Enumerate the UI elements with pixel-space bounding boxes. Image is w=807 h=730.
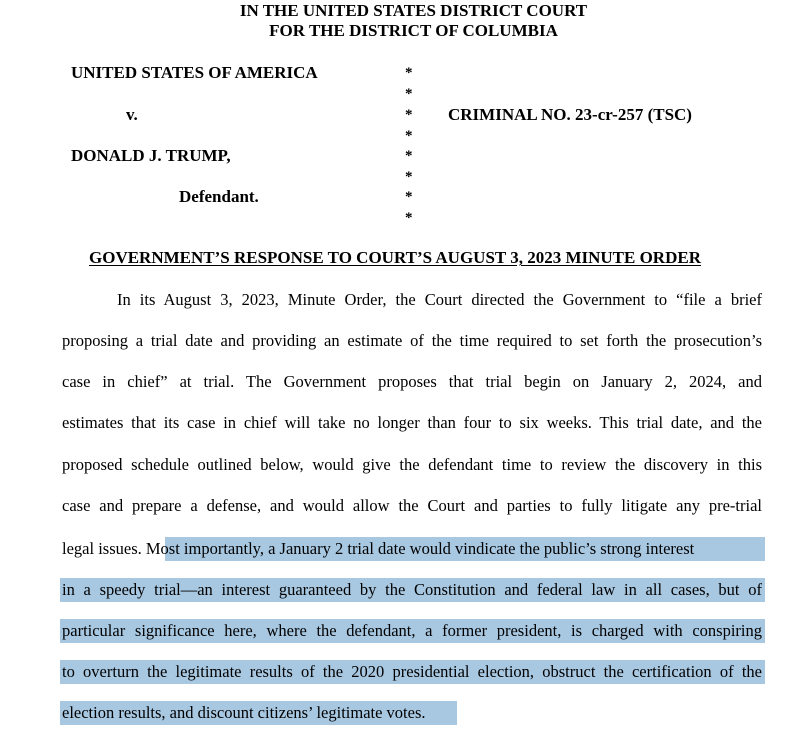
caption-separator-star: * [405, 189, 413, 205]
court-name-line1: IN THE UNITED STATES DISTRICT COURT [239, 1, 588, 20]
caption-separator-star: * [405, 210, 413, 226]
caption-defendant: DONALD J. TRUMP, [71, 146, 231, 165]
caption-separator-star: * [405, 128, 413, 144]
highlighted-text: Most importantly, a January 2 trial date would vindicate the public’s strong interest [145, 539, 695, 558]
body-line [62, 702, 762, 724]
body-line: case and prepare a defense, and would allow the Court and parties to fully litigate any pre-trial [62, 496, 762, 515]
body-line: estimates that its case in chief will take no longer than four to six weeks. This trial date, and the [62, 413, 762, 432]
body-line: proposing a trial date and providing an estimate of the time required to set forth the prosecution’s [62, 331, 762, 350]
highlighted-text: in a speedy trial—an interest guaranteed by the Constitution and federal law in all cases, but of [62, 580, 762, 599]
body-text-plain: legal issues. [62, 539, 146, 558]
highlighted-text: election results, and discount citizens’ legitimate votes [62, 703, 422, 722]
caption-case-number: CRIMINAL NO. 23-cr-257 (TSC) [448, 105, 692, 124]
body-line: proposed schedule outlined below, would give the defendant time to review the discovery in this [62, 455, 762, 474]
caption-separator-star: * [405, 148, 413, 164]
body-line: case in chief” at trial. The Government proposes that trial begin on January 2, 2024, and [62, 372, 762, 391]
court-name-line2: FOR THE DISTRICT OF COLUMBIA [269, 21, 558, 40]
body-line: In its August 3, 2023, Minute Order, the Court directed the Government to “file a brief [117, 290, 762, 309]
caption-versus: v. [126, 105, 138, 124]
caption-defendant-role: Defendant. [179, 187, 259, 206]
body-text-plain: . [421, 703, 426, 722]
highlighted-text: to overturn the legitimate results of the 2020 presidential election, obstruct the certification of the [62, 662, 762, 681]
caption-separator-star: * [405, 169, 413, 185]
caption-separator-star: * [405, 65, 413, 81]
document-title: GOVERNMENT’S RESPONSE TO COURT’S AUGUST 3, 2023 MINUTE ORDER [89, 248, 701, 267]
body-line [62, 538, 762, 560]
highlighted-text: particular significance here, where the defendant, a former president, is charged with conspiring [62, 621, 762, 640]
caption-separator-star: * [405, 107, 413, 123]
caption-plaintiff: UNITED STATES OF AMERICA [71, 63, 318, 82]
caption-separator-star: * [405, 86, 413, 102]
